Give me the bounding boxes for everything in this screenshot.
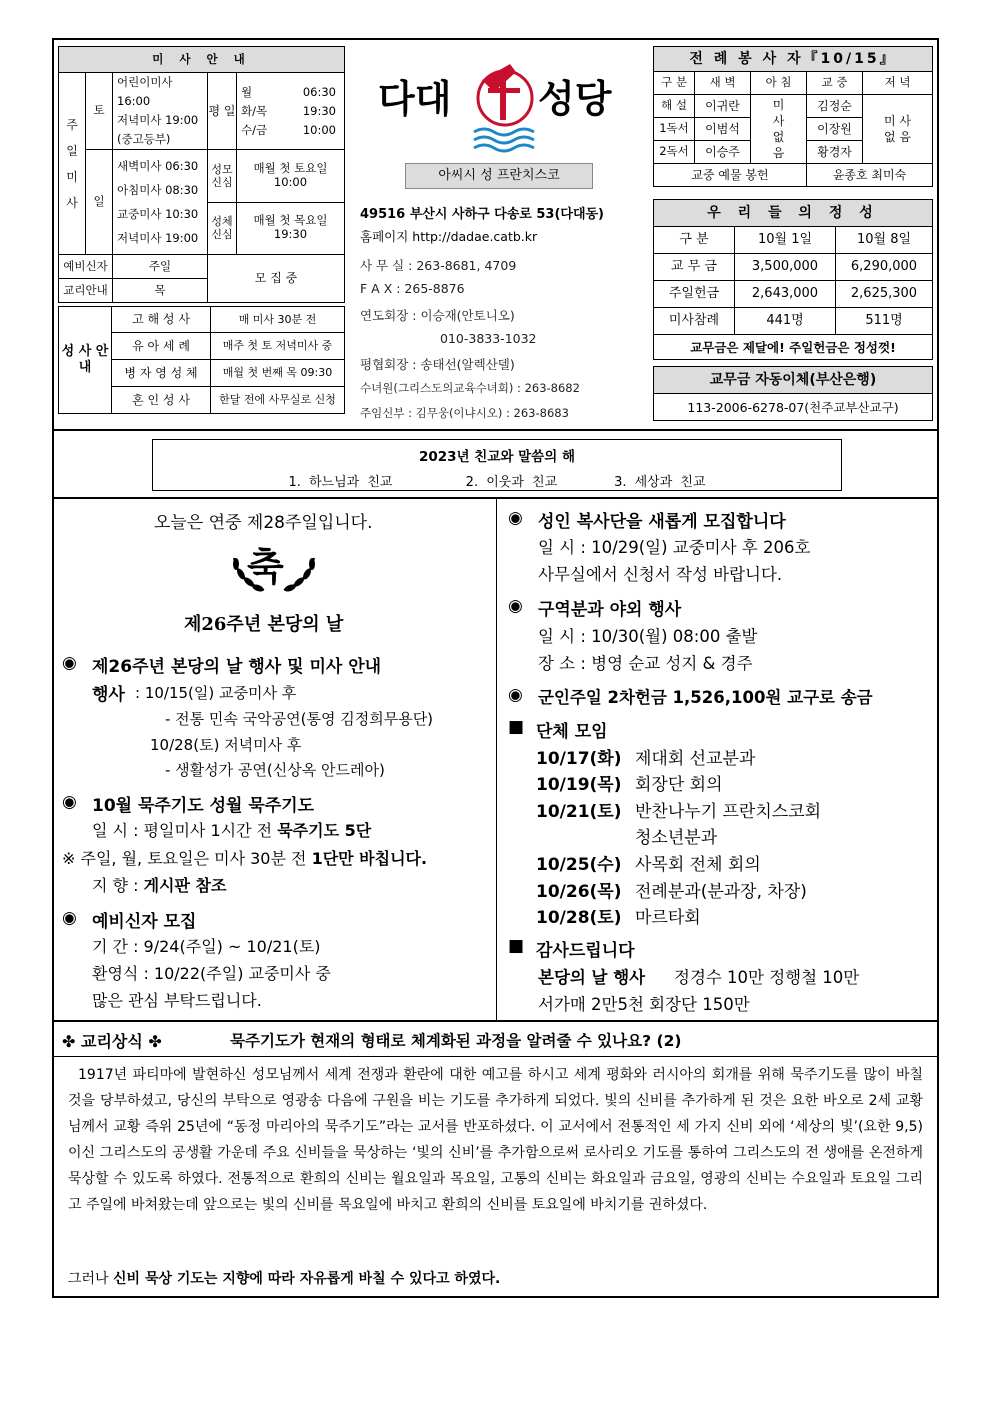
- col-header: 10월 8일: [836, 227, 933, 254]
- meeting-desc: 제대회 선교분과: [635, 749, 756, 769]
- bullet-icon: ◉: [62, 653, 77, 673]
- minister-role: 1독서: [654, 118, 695, 141]
- offering-names: 윤종호 최미숙: [807, 164, 933, 187]
- col-header: 새 벽: [695, 72, 751, 95]
- section-title: 단체 모임: [536, 722, 608, 742]
- doctrine-label: 교리안내: [59, 279, 113, 303]
- sacrament-value: 매 미사 30분 전: [211, 307, 345, 333]
- minister-dawn: 이승주: [695, 141, 751, 164]
- minister-role: 해 설: [654, 95, 695, 118]
- sacrament-value: 매월 첫 번째 목 09:30: [211, 360, 345, 387]
- council-president: 평협회장 : 송태선(알렉산델): [360, 357, 515, 372]
- meeting-date: 10/26(목): [536, 882, 622, 902]
- logo-text-left: 다대: [378, 77, 452, 121]
- col-header: 구 분: [654, 227, 735, 254]
- ministers-title: 전 례 봉 사 자『10/15』: [654, 47, 933, 72]
- autopay-account: 113-2006-6278-07(천주교부산교구): [654, 394, 933, 421]
- col-header: 저 녁: [863, 72, 933, 95]
- event-line: - 생활성가 공연(신상옥 안드레아): [165, 761, 385, 779]
- pastor: 주임신부 : 김무웅(이냐시오) : 263-8683: [360, 406, 569, 420]
- devotion-eucharist-value: 매월 첫 목요일 19:30: [253, 213, 328, 242]
- sacrament-value: 한달 전에 사무실로 신청: [211, 387, 345, 414]
- sacrament-name: 병 자 영 성 체: [112, 360, 211, 387]
- catechumen-line: 많은 관심 부탁드립니다.: [92, 991, 262, 1010]
- bullet-icon: ◉: [508, 508, 523, 528]
- finance-value: 441명: [735, 308, 836, 335]
- no-mass-morning: 미 사 없 음: [751, 95, 807, 164]
- finance-value: 3,500,000: [735, 254, 836, 281]
- event-line: 10/28(토) 저녁미사 후: [150, 736, 302, 754]
- motto-items: 1. 하느님과 친교 2. 이웃과 친교 3. 세상과 친교: [288, 475, 706, 490]
- minister-role: 2독서: [654, 141, 695, 164]
- sacrament-value: 매주 첫 토 저녁미사 중: [211, 333, 345, 360]
- logo-text-right: 성당: [538, 77, 612, 121]
- fax: F A X : 265-8876: [360, 281, 465, 296]
- thanks-line: 정경수 10만 정행철 10만: [674, 968, 860, 987]
- sacrament-name: 고 해 성 사: [112, 307, 211, 333]
- devotion-mary-label: 성모 신심: [208, 150, 237, 202]
- catechumen-line: 환영식 : 10/22(주일) 교중미사 중: [92, 964, 331, 983]
- section-title: 예비신자 모집: [92, 912, 197, 932]
- recruiting-label: 모 집 중: [208, 255, 345, 303]
- section-title: 군인주일 2차헌금 1,526,100원 교구로 송금: [538, 688, 873, 707]
- meeting-date: 10/28(토): [536, 908, 622, 928]
- altar-server-line: 사무실에서 신청서 작성 바랍니다.: [538, 565, 783, 584]
- catechism-body: 1917년 파티마에 발현하신 성모님께서 세계 전쟁과 환란에 대한 예고를 하시고 세계 평화와 러시아의 회개를 위해 묵주기도를 많이 바칠 것을 당부하셨고, 당신의 부탁으로 영광송 다음에 구원을 비는 기도를 추가하게 되었다. 빛의 신비를 추가하게 된 것은 요한 바오로 2세 교황님께서 교황 즉위 25년에 “동정 마리아의 묵주기도”라는 교서를 반포하셨다. 이 교서에서 전통적인 세 가지 신비 외에 ‘세상의 빛’(요한 9,5)이신 그리스도의 공생활 가운데 주요 신비들을 묵상하는 ‘빛의 신비’를 추가함으로써 로사리오 기도를 통하여 그리스도의 전 생애를 온전하게 묵상할 수 있도록 하였다. 전통적으로 환희의 신비는 월요일과 목요일, 고통의 신비는 화요일과 금요일, 영광의 신비는 수요일과 토요일 그리고 주일에 바쳐왔는데 앞으로는 빛의 신비를 목요일에 바치고 환희의 신비를 토요일에 바치기를 권하셨다.: [68, 1067, 923, 1213]
- patron-saint-box: 아씨시 성 프란치스코: [405, 163, 593, 189]
- no-mass-evening: 미 사 없 음: [863, 95, 933, 164]
- finance-label: 주일헌금: [654, 281, 735, 308]
- homepage: 홈페이지 http://dadae.catb.kr: [360, 229, 538, 244]
- motto-title: 2023년 친교와 말씀의 해: [418, 449, 575, 465]
- anniversary-title: 제26주년 본당의 날: [184, 614, 344, 635]
- section-title: 10월 묵주기도 성월 묵주기도: [92, 796, 315, 816]
- minister-main: 김정순: [807, 95, 863, 118]
- outing-line: 장 소 : 병영 순교 성지 & 경주: [538, 654, 753, 673]
- col-header: 10월 1일: [735, 227, 836, 254]
- rosary-intention: 지 향 : 게시판 참조: [92, 876, 227, 895]
- mass-title: 미 사 안 내: [59, 47, 345, 73]
- meeting-desc: 청소년분과: [635, 828, 718, 848]
- motto-box: [152, 439, 842, 491]
- thanks-label: 본당의 날 행사: [538, 968, 646, 987]
- bullet-icon: ◉: [62, 908, 77, 928]
- autopay-title: 교무금 자동이체(부산은행): [654, 367, 933, 394]
- devotion-eucharist-label: 성체 신심: [208, 202, 237, 254]
- sacraments-table: [58, 306, 345, 414]
- sunday-label: 일: [86, 150, 113, 255]
- meeting-desc: 반찬나누기 프란치스코회: [635, 802, 822, 822]
- meeting-desc: 사목회 전체 회의: [635, 855, 761, 875]
- meeting-desc: 전례분과(분과장, 차장): [635, 882, 807, 902]
- catechism-label: ✤ 교리상식 ✤: [62, 1032, 162, 1051]
- section-title: 제26주년 본당의 날 행사 및 미사 안내: [92, 657, 382, 677]
- sunday-masses: 새벽미사 06:30 아침미사 08:30 교중미사 10:30 저녁미사 19:00: [113, 150, 208, 255]
- ministers-table: [653, 46, 933, 187]
- col-header: 교 중: [807, 72, 863, 95]
- sacrament-name: 유 아 세 례: [112, 333, 211, 360]
- doctrine-value: 목: [113, 279, 208, 303]
- catechumen-label: 예비신자: [59, 255, 113, 279]
- church-logo: [378, 62, 628, 162]
- devotion-mary-value: 매월 첫 토요일 10:00: [237, 150, 345, 202]
- rosary-note: ※ 주일, 월, 토요일은 미사 30분 전 1단만 바칩니다.: [62, 849, 428, 868]
- cross-boat-icon: [470, 62, 540, 157]
- divider: [52, 429, 939, 431]
- meeting-date: 10/25(수): [536, 855, 622, 875]
- minister-main: 이장원: [807, 118, 863, 141]
- finance-label: 교 무 금: [654, 254, 735, 281]
- offering-label: 교중 예물 봉헌: [654, 164, 807, 187]
- divider: [52, 1056, 939, 1057]
- saturday-label: 토: [86, 73, 113, 150]
- catechism-conclusion: 그러나 신비 묵상 기도는 지향에 따라 자유롭게 바칠 수 있다고 하였다.: [68, 1271, 501, 1287]
- event-line: - 전통 민속 국악공연(통영 김정희무용단): [165, 710, 434, 728]
- col-header: 구 분: [654, 72, 695, 95]
- catechumen-line: 기 간 : 9/24(주일) ~ 10/21(토): [92, 937, 321, 956]
- square-bullet-icon: ■: [508, 936, 525, 956]
- event-label: 행사: [92, 685, 125, 705]
- meeting-date: 10/21(토): [536, 802, 622, 822]
- finance-value: 511명: [836, 308, 933, 335]
- rosary-time: 일 시 : 평일미사 1시간 전 묵주기도 5단: [92, 821, 372, 840]
- catechism-title: 묵주기도가 현재의 형태로 체계화된 과정을 알려줄 수 있나요? (2): [230, 1032, 682, 1050]
- saturday-masses: 어린이미사 16:00 저녁미사 19:00 (중고등부): [113, 73, 208, 150]
- autopay-table: [653, 366, 933, 421]
- thanks-line: 서가매 2만5천 회장단 150만: [538, 995, 750, 1014]
- outing-line: 일 시 : 10/30(월) 08:00 출발: [538, 627, 758, 646]
- address: 49516 부산시 사하구 다송로 53(다대동): [360, 207, 605, 222]
- sacrament-name: 혼 인 성 사: [112, 387, 211, 414]
- finance-label: 미사참례: [654, 308, 735, 335]
- weekday-label: 평 일: [208, 73, 237, 150]
- bullet-icon: ◉: [508, 596, 523, 616]
- col-header: 아 침: [751, 72, 807, 95]
- section-title: 성인 복사단을 새롭게 모집합니다: [538, 512, 786, 532]
- celebrate-glyph: 축: [247, 544, 284, 589]
- altar-server-line: 일 시 : 10/29(일) 교중미사 후 206호: [538, 538, 811, 557]
- catechumen-value: 주일: [113, 255, 208, 279]
- finance-value: 6,290,000: [836, 254, 933, 281]
- finance-table: [653, 199, 933, 360]
- president: 연도회장 : 이승재(안토니오): [360, 308, 515, 323]
- meeting-date: 10/19(목): [536, 775, 622, 795]
- divider: [52, 1020, 939, 1022]
- convent: 수녀원(그리스도의교육수녀회) : 263-8682: [360, 381, 580, 395]
- minister-dawn: 이귀란: [695, 95, 751, 118]
- square-bullet-icon: ■: [508, 717, 525, 737]
- finance-value: 2,625,300: [836, 281, 933, 308]
- minister-dawn: 이범석: [695, 118, 751, 141]
- meeting-desc: 마르타회: [635, 908, 701, 928]
- office-phone: 사 무 실 : 263-8681, 4709: [360, 258, 517, 273]
- president-phone: 010-3833-1032: [440, 331, 537, 346]
- today-title: 오늘은 연중 제28주일입니다.: [154, 513, 373, 533]
- bullet-icon: ◉: [62, 792, 77, 812]
- finance-value: 2,643,000: [735, 281, 836, 308]
- event-line: : 10/15(일) 교중미사 후: [135, 684, 297, 702]
- finance-title: 우 리 들 의 정 성: [654, 200, 933, 227]
- section-title: 구역분과 야외 행사: [538, 600, 682, 620]
- section-title: 감사드립니다: [536, 941, 635, 961]
- meeting-date: 10/17(화): [536, 749, 622, 769]
- mass-schedule-table: [58, 46, 345, 303]
- meeting-desc: 회장단 회의: [635, 775, 723, 795]
- column-divider: [496, 497, 497, 1020]
- finance-note: 교무금은 제달에! 주일헌금은 정성껏!: [654, 335, 933, 360]
- sunday-mass-label: 주 일 미 사: [59, 73, 86, 255]
- weekday-masses: 월 06:30 화/목 19:30 수/금 10:00: [237, 73, 345, 150]
- minister-main: 황경자: [807, 141, 863, 164]
- bullet-icon: ◉: [508, 685, 523, 705]
- sacraments-label: 성 사 안 내: [59, 307, 112, 414]
